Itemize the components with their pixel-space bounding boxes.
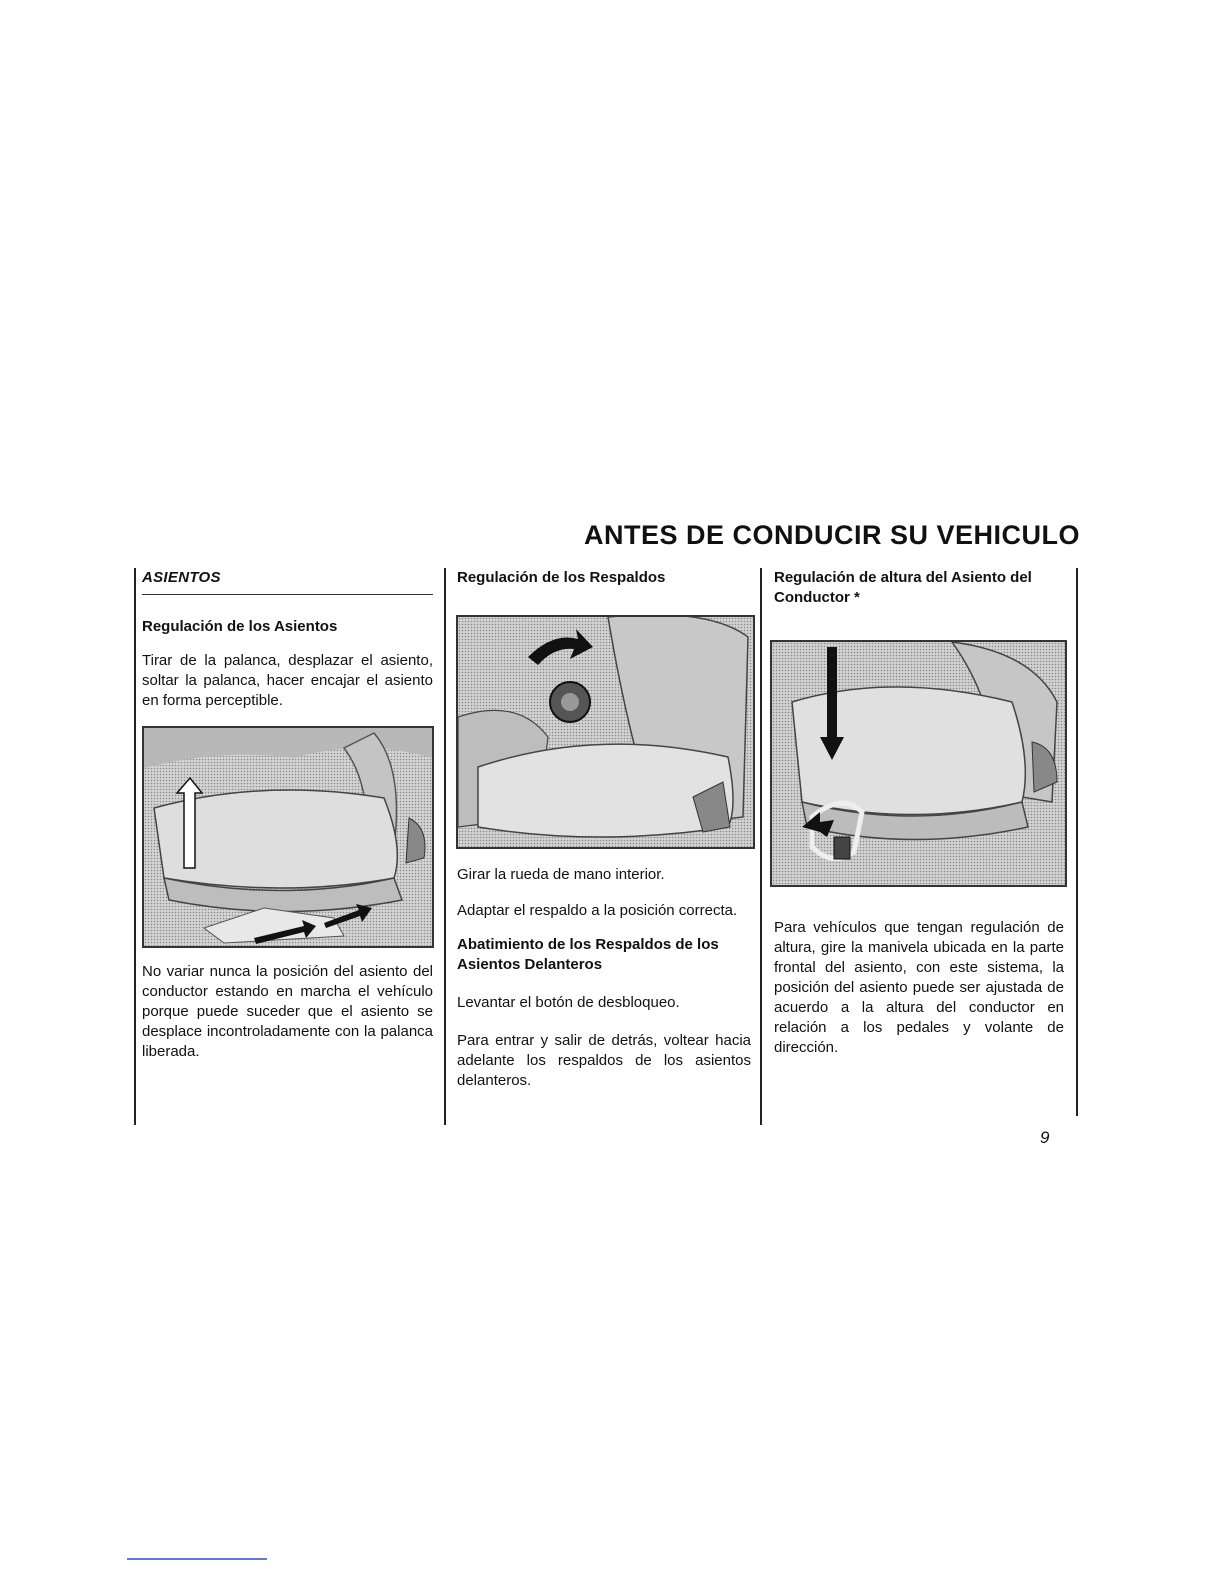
- column-rule-left: [134, 568, 136, 1125]
- figure-height-crank: [770, 640, 1067, 887]
- column-rule-mid2: [760, 568, 762, 1125]
- heading-backrest: Regulación de los Respaldos: [457, 569, 666, 586]
- column-3: [774, 568, 1064, 608]
- column-3-lower: [774, 918, 1064, 1058]
- height-crank-illustration: [772, 642, 1065, 885]
- para-seat-adjust: Tirar de la palanca, desplazar el asiento, soltar la palanca, hacer encajar el asiento en forma perceptible.: [142, 652, 433, 709]
- page-header-title: ANTES DE CONDUCIR SU VEHICULO: [583, 520, 1080, 550]
- heading-seat-adjust: Regulación de los Asientos: [142, 618, 338, 635]
- figure-seat-slide: [142, 726, 434, 948]
- heading-height-adjust: Regulación de altura del Asiento del Conductor *: [774, 569, 1032, 606]
- para-fold-forward: Para entrar y salir de detrás, voltear hacia adelante los respaldos de los asientos delanteros.: [457, 1032, 751, 1089]
- para-release-button: Levantar el botón de desbloqueo.: [457, 994, 680, 1011]
- column-2-lower: [457, 865, 751, 1091]
- para-seat-warning: No variar nunca la posición del asiento del conductor estando en marcha el vehículo porque puede suceder que el asiento se desplace incontroladamente con la palanca liberada.: [142, 963, 433, 1060]
- seat-slide-illustration: [144, 728, 432, 946]
- backrest-wheel-illustration: [458, 617, 753, 847]
- para-turn-wheel: Girar la rueda de mano interior.: [457, 866, 665, 883]
- column-rule-mid1: [444, 568, 446, 1125]
- heading-fold-backrest: Abatimiento de los Respaldos de los Asientos Delanteros: [457, 936, 719, 973]
- page-number: 9: [1040, 1128, 1050, 1147]
- figure-backrest-wheel: [456, 615, 755, 849]
- section-title: ASIENTOS: [142, 568, 433, 595]
- para-height-adjust: Para vehículos que tengan regulación de altura, gire la manivela ubicada en la parte frontal del asiento, con este sistema, la posición del asiento puede ser ajustada de acuerdo a la altura del conductor en relación a los pedales y volante de dirección.: [774, 919, 1064, 1056]
- para-adapt-backrest: Adaptar el respaldo a la posición correcta.: [457, 902, 738, 919]
- footer-link-underline: [127, 1558, 267, 1560]
- column-1-lower: [142, 962, 433, 1062]
- column-rule-right: [1076, 568, 1078, 1116]
- column-1: [142, 568, 433, 711]
- column-2: [457, 568, 751, 588]
